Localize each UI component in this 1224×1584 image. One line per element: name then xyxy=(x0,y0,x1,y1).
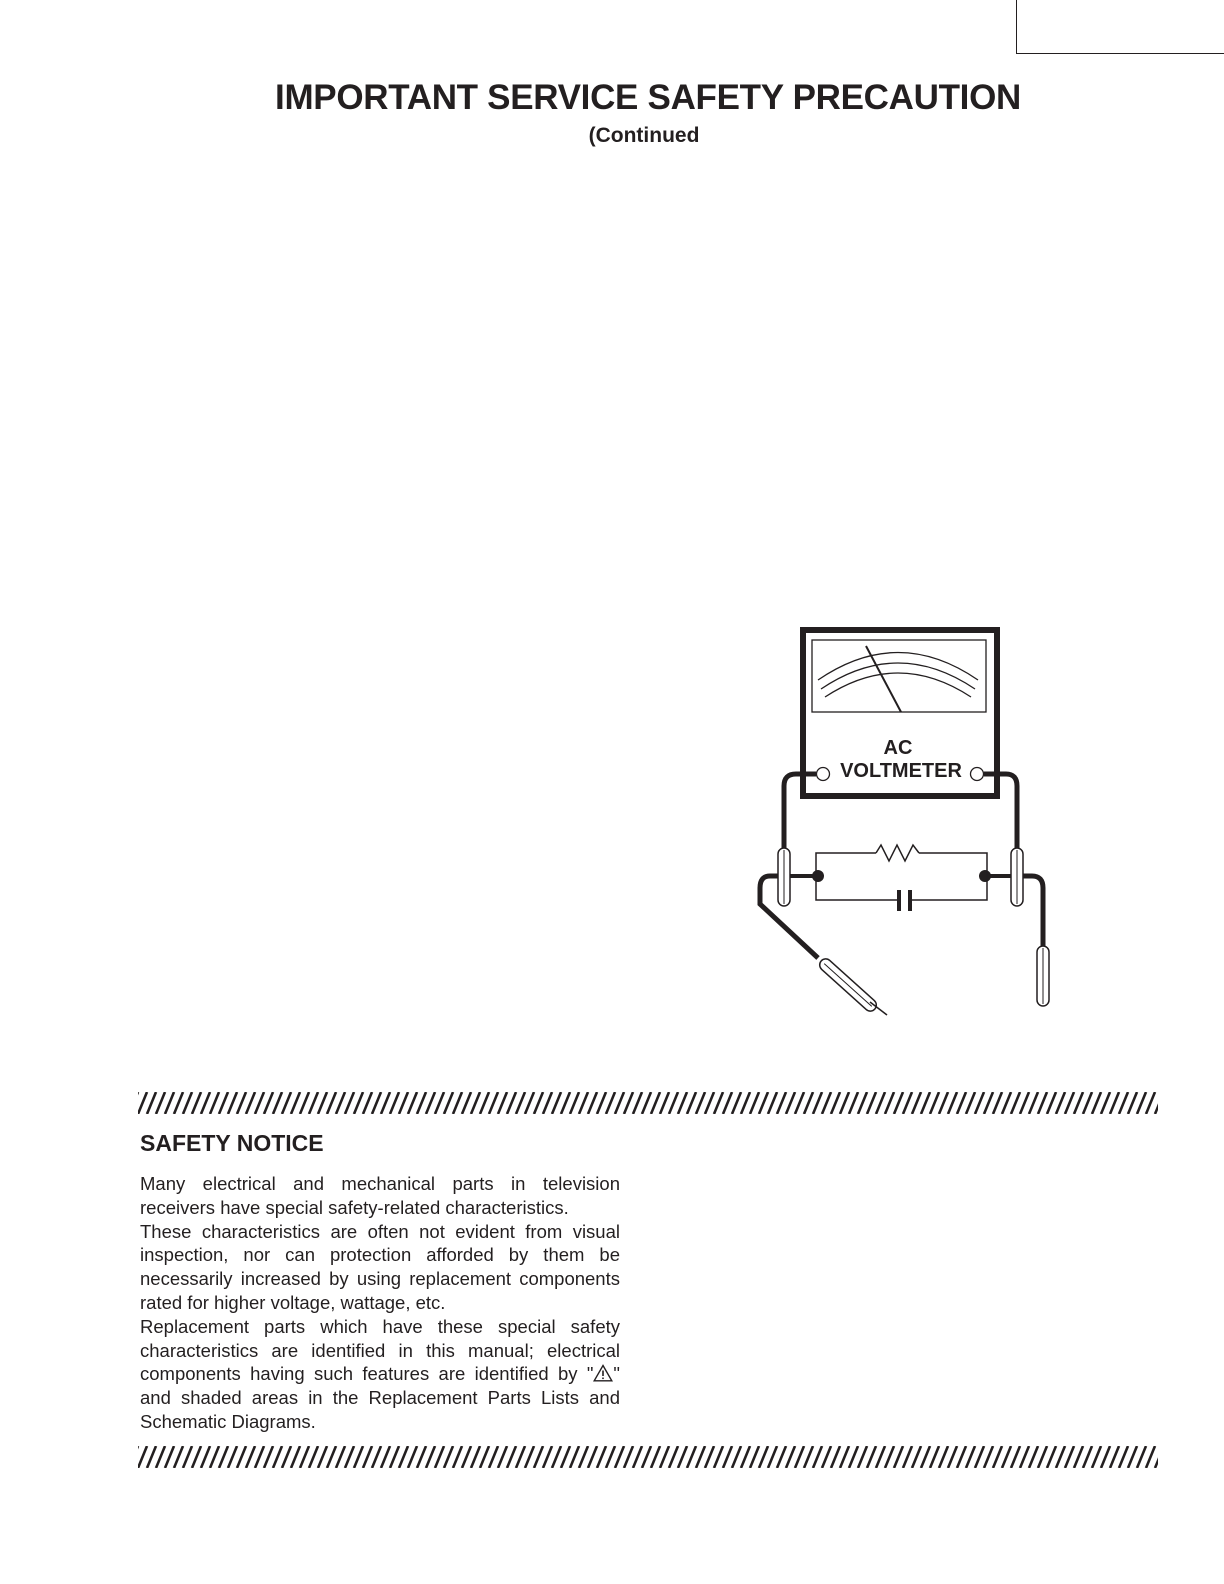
hatch-divider-top xyxy=(138,1092,1158,1114)
safety-notice-body xyxy=(140,1172,620,1434)
safety-notice-paragraph: These characteristics are often not evident from visual inspection, nor can protection afforded by them be necessarily increased by using replacement components rated for higher voltage, wattage, etc. xyxy=(140,1220,620,1313)
meter-label-voltmeter: VOLTMETER xyxy=(840,760,962,782)
safety-notice-paragraph: Many electrical and mechanical parts in television receivers have special safety-related characteristics. xyxy=(140,1173,620,1218)
safety-notice-paragraph xyxy=(140,1315,620,1434)
meter-label-ac: AC xyxy=(883,737,913,759)
meter-window xyxy=(812,640,986,712)
ac-voltmeter-diagram xyxy=(740,620,1070,1030)
safety-notice-text: Replacement parts which have these special safety characteristics are identified in this manual; electrical components having such features are identified by " xyxy=(140,1315,620,1385)
hatch-divider-bottom xyxy=(138,1446,1158,1468)
page-title: IMPORTANT SERVICE SAFETY PRECAUTION xyxy=(275,78,1021,117)
junction-right xyxy=(979,870,991,882)
meter-terminal-right xyxy=(971,768,984,781)
meter-terminal-left xyxy=(817,768,830,781)
safety-notice-text: " and shaded areas in the Replacement Parts Lists and Schematic Diagrams. xyxy=(140,1363,620,1432)
network-bottom-wire-right xyxy=(912,876,987,900)
network-top-wire-right xyxy=(919,853,987,876)
warning-triangle-icon xyxy=(593,1364,613,1382)
safety-notice-heading: SAFETY NOTICE xyxy=(140,1130,324,1156)
page-subtitle: (Continued xyxy=(588,124,700,147)
junction-left xyxy=(812,870,824,882)
page-corner-box xyxy=(1016,0,1224,54)
right-lead-cable xyxy=(1023,876,1043,948)
network-top-wire-left xyxy=(816,853,876,876)
resistor-zigzag xyxy=(876,845,919,861)
network-bottom-wire-left xyxy=(816,876,897,900)
